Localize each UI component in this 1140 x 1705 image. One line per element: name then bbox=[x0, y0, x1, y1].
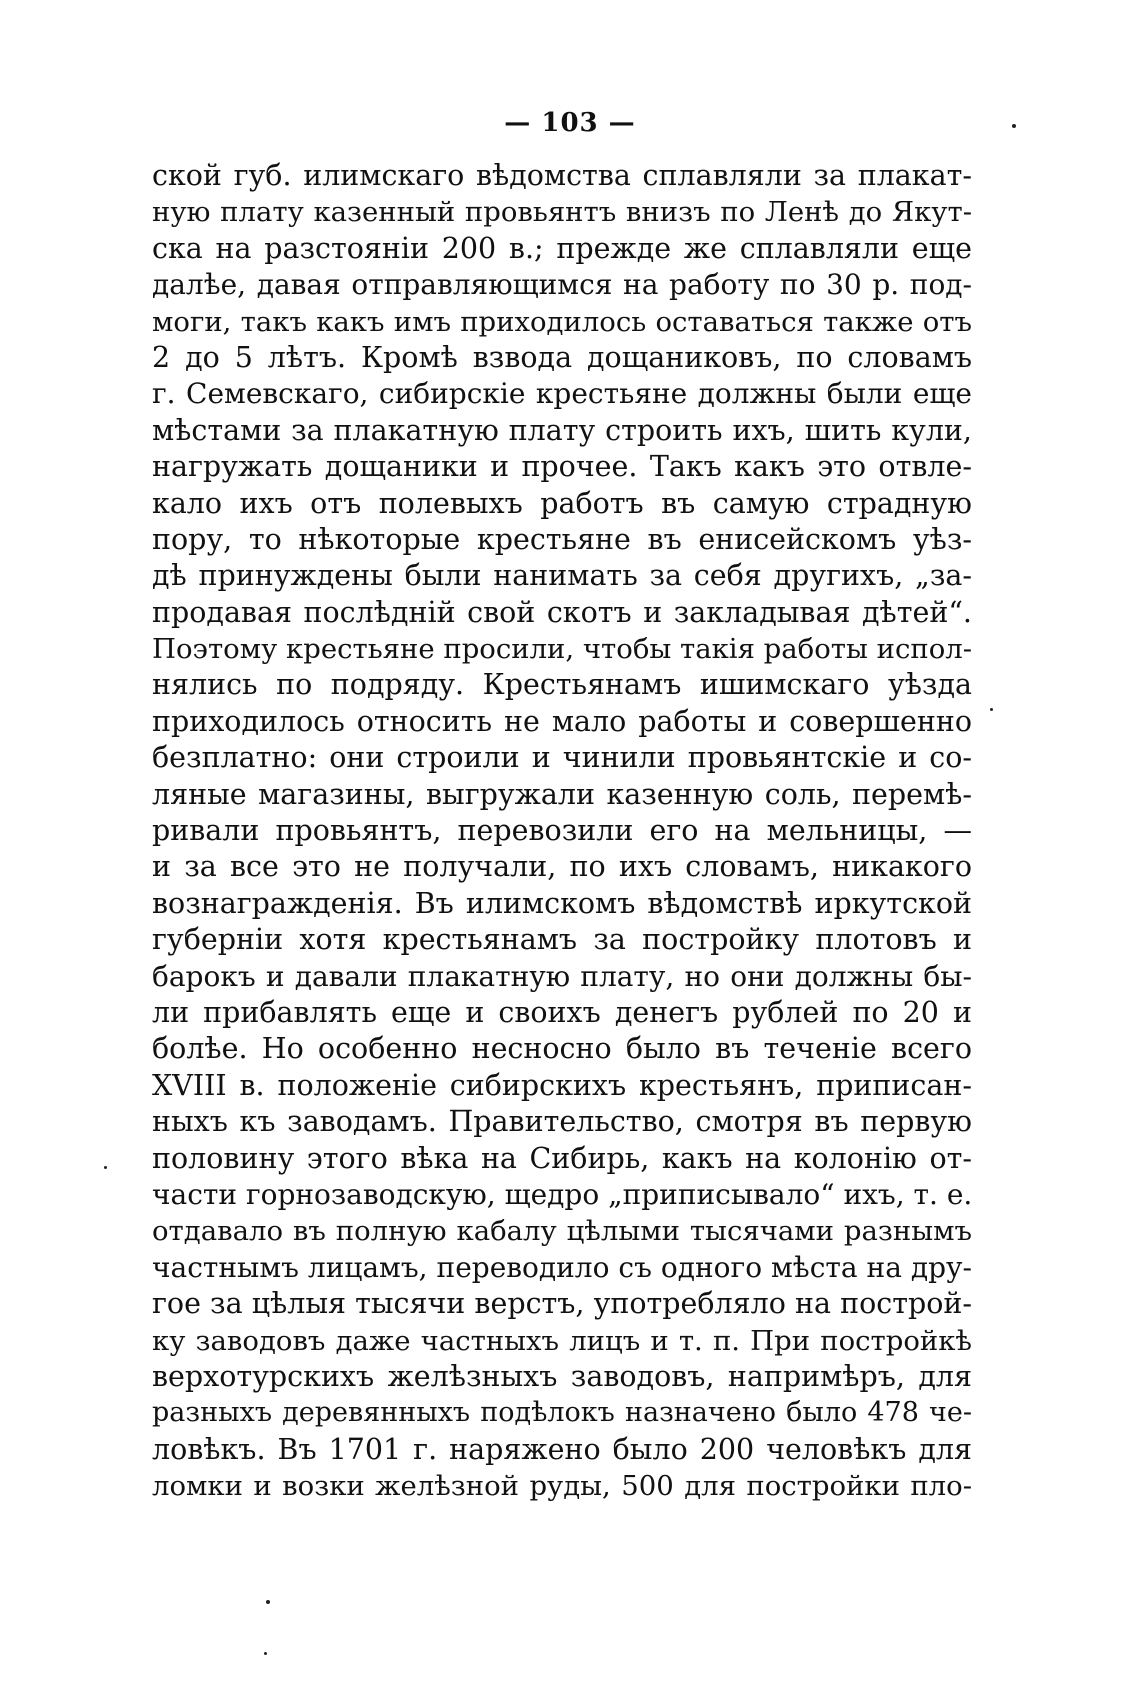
text-line: пору, то нѣкоторые крестьяне въ енисейскомъ уѣз- bbox=[152, 522, 972, 556]
text-line: частнымъ лицамъ, переводило съ одного мѣста на дру- bbox=[152, 1250, 972, 1284]
page-number: — 103 — bbox=[504, 108, 636, 138]
text-line: ска на разстояніи 200 в.; прежде же сплавляли еще bbox=[152, 231, 972, 265]
text-line: моги, такъ какъ имъ приходилось оставаться также отъ bbox=[152, 305, 972, 338]
text-line: 2 до 5 лѣтъ. Кромѣ взвода дощаниковъ, по словамъ bbox=[152, 340, 972, 374]
text-line: ломки и возки желѣзной руды, 500 для постройки пло- bbox=[152, 1470, 972, 1503]
text-line: XVIII в. положеніе сибирскихъ крестьянъ, приписан- bbox=[152, 1068, 972, 1102]
scan-speck bbox=[104, 1166, 107, 1169]
text-line: ли прибавлять еще и своихъ денегъ рублей по 20 и bbox=[152, 995, 972, 1029]
text-line: части горнозаводскую, щедро „приписывало“ ихъ, т. е. bbox=[152, 1177, 973, 1211]
text-line: вознагражденія. Въ илимскомъ вѣдомствѣ иркутской bbox=[152, 886, 972, 920]
text-line: приходилось относить не мало работы и совершенно bbox=[152, 704, 972, 738]
text-line: продавая послѣдній свой скотъ и закладывая дѣтей“. bbox=[152, 595, 972, 629]
text-line: барокъ и давали плакатную плату, но они должны бы- bbox=[152, 959, 972, 993]
text-line: дѣ принуждены были нанимать за себя другихъ, „за- bbox=[152, 559, 972, 593]
text-line: верхотурскихъ желѣзныхъ заводовъ, напримѣръ, для bbox=[152, 1359, 972, 1393]
text-line: Поэтому крестьяне просили, чтобы такія работы испол- bbox=[152, 633, 973, 666]
text-line: отдавало въ полную кабалу цѣлыми тысячами разнымъ bbox=[152, 1215, 972, 1248]
text-line: нялись по подряду. Крестьянамъ ишимскаго уѣзда bbox=[152, 668, 972, 702]
text-line: губерніи хотя крестьянамъ за постройку плотовъ и bbox=[152, 923, 972, 957]
text-line: гое за цѣлыя тысячи верстъ, употребляло на построй- bbox=[152, 1287, 972, 1321]
text-line: ской губ. илимскаго вѣдомства сплавляли за плакат- bbox=[152, 159, 972, 192]
text-line: нагружать дощаники и прочее. Такъ какъ это отвле- bbox=[152, 450, 972, 484]
text-line: мѣстами за плакатную плату строить ихъ, шить кули, bbox=[152, 413, 972, 447]
text-line: ныхъ къ заводамъ. Правительство, смотря въ первую bbox=[152, 1105, 972, 1139]
text-line: безплатно: они строили и чинили провьянтскіе и со- bbox=[152, 741, 972, 775]
text-line: ку заводовъ даже частныхъ лицъ и т. п. При постройкѣ bbox=[152, 1324, 972, 1357]
text-line: разныхъ деревянныхъ подѣлокъ назначено было 478 че- bbox=[152, 1397, 972, 1429]
scan-speck bbox=[264, 1652, 267, 1655]
text-line: и за все это не получали, по ихъ словамъ, никакого bbox=[152, 850, 972, 884]
text-line: кало ихъ отъ полевыхъ работъ въ самую страдную bbox=[152, 486, 972, 520]
text-line: далѣе, давая отправляющимся на работу по 30 р. под- bbox=[152, 268, 972, 302]
scan-speck bbox=[1012, 124, 1016, 128]
scan-speck bbox=[990, 708, 993, 711]
body-text bbox=[152, 158, 972, 1504]
text-line: ную плату казенный провьянтъ внизъ по Ленѣ до Якут- bbox=[152, 196, 972, 229]
text-line: половину этого вѣка на Сибирь, какъ на колонію от- bbox=[152, 1141, 972, 1175]
text-line: ляные магазины, выгружали казенную соль, перемѣ- bbox=[152, 777, 972, 811]
text-line: г. Семевскаго, сибирскіе крестьяне должны были еще bbox=[152, 377, 972, 411]
scan-speck bbox=[266, 1600, 270, 1604]
text-line: ловѣкъ. Въ 1701 г. наряжено было 200 человѣкъ для bbox=[152, 1432, 972, 1466]
text-line: ривали провьянтъ, перевозили его на мельницы, — bbox=[152, 814, 972, 848]
text-line: болѣе. Но особенно несносно было въ теченіе всего bbox=[152, 1032, 972, 1066]
